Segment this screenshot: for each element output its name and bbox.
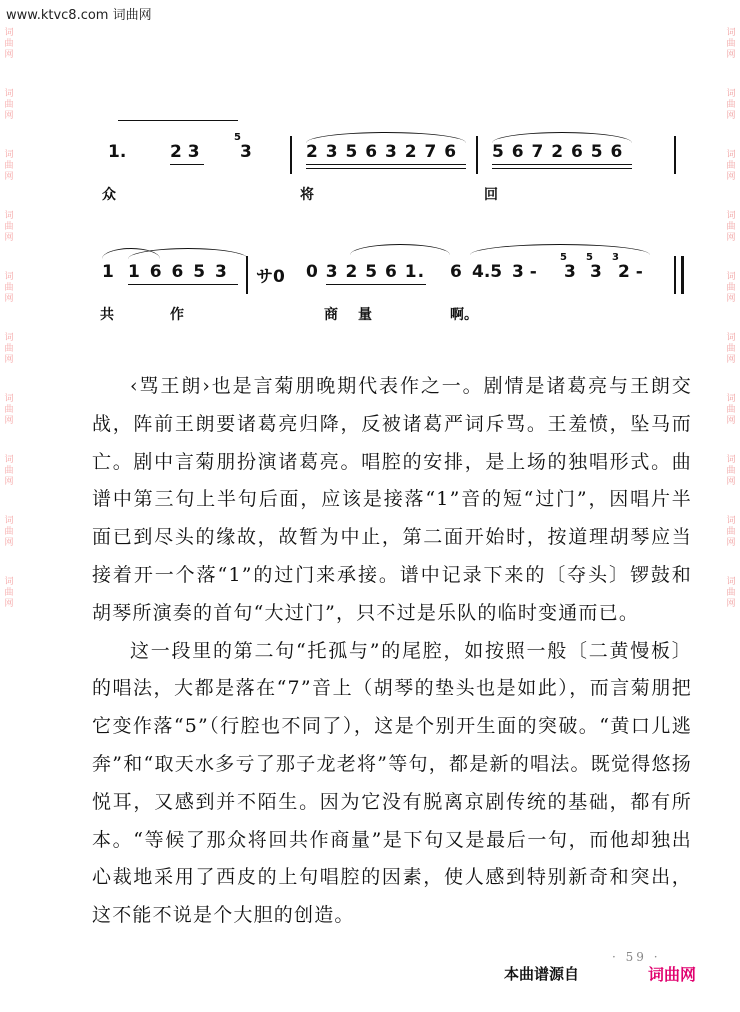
side-mark: 词 曲 网 — [726, 150, 736, 182]
note-group: 6 — [450, 262, 462, 282]
beam — [492, 168, 632, 169]
beam — [492, 164, 632, 165]
note-group: 1 6 6 5 3 — [128, 262, 229, 282]
note-group: 2 3 5 6 3 2 7 6 — [306, 142, 458, 162]
side-mark: 词 曲 网 — [726, 89, 736, 121]
lyric: 众 — [102, 187, 116, 203]
note-group: サ0 — [256, 267, 285, 287]
right-watermark-strip — [722, 0, 740, 1012]
note-group: 4.5 — [472, 262, 503, 282]
beam — [306, 164, 466, 165]
note-group: 3 — [240, 142, 252, 162]
side-mark: 词 曲 网 — [4, 272, 14, 304]
grace-note: 3 — [612, 252, 619, 263]
left-watermark-strip — [0, 0, 18, 1012]
note-group: 5 6 7 2 6 5 6 — [492, 142, 624, 162]
lyric: 回 — [484, 187, 498, 203]
beam — [128, 284, 238, 285]
side-mark: 词 曲 网 — [4, 333, 14, 365]
slur — [350, 244, 450, 255]
grace-note: 5 — [234, 132, 241, 143]
side-mark: 词 曲 网 — [726, 28, 736, 60]
beam — [326, 284, 426, 285]
side-mark: 词 曲 网 — [726, 577, 736, 609]
side-mark: 词 曲 网 — [726, 516, 736, 548]
note-group: 2 3 — [170, 142, 200, 162]
lyric: 商 — [324, 307, 338, 323]
bar-line — [290, 136, 292, 174]
side-mark: 词 曲 网 — [726, 211, 736, 243]
grace-note: 5 — [560, 252, 567, 263]
bar-line — [674, 136, 676, 174]
score-line-1 — [100, 132, 682, 212]
note-group: 1. — [108, 142, 127, 162]
side-mark: 词 曲 网 — [726, 333, 736, 365]
note-group: 3 — [590, 262, 602, 282]
final-bar-line — [674, 256, 684, 294]
side-mark: 词 曲 网 — [4, 28, 14, 60]
side-mark: 词 曲 网 — [726, 455, 736, 487]
side-mark: 词 曲 网 — [4, 516, 14, 548]
commentary-text — [92, 368, 692, 935]
side-mark: 词 曲 网 — [4, 455, 14, 487]
note-group: 0 3 2 5 6 1. — [306, 262, 426, 282]
side-mark: 词 曲 网 — [4, 89, 14, 121]
bar-line — [476, 136, 478, 174]
beam — [306, 168, 466, 169]
tie-line — [118, 120, 238, 121]
source-label: 本曲谱源自 — [504, 965, 580, 983]
side-mark: 词 曲 网 — [726, 394, 736, 426]
score-line-2 — [100, 252, 682, 332]
note-group: 2 - — [618, 262, 643, 282]
side-mark: 词 曲 网 — [4, 577, 14, 609]
brand-link[interactable]: 词曲网 — [648, 965, 697, 984]
note-group: 1 — [102, 262, 114, 282]
site-watermark: www.ktvc8.com 词曲网 — [6, 8, 152, 23]
side-mark: 词 曲 网 — [726, 272, 736, 304]
lyric: 将 — [300, 187, 314, 203]
note-group: 3 - — [512, 262, 537, 282]
grace-note: 5 — [586, 252, 593, 263]
lyric: 量 — [358, 307, 372, 323]
note-group: 3 — [564, 262, 576, 282]
paragraph: ‹骂王朗›也是言菊朋晚期代表作之一。剧情是诸葛亮与王朗交战，阵前王朗要诸葛亮归降，反被诸葛严词斥骂。王羞愤，坠马而亡。剧中言菊朋扮演诸葛亮。唱腔的安排，是上场的独唱形式。曲谱中第三句上半句后面，应该是接落“1”音的短“过门”，因唱片半面已到尽头的缘故，故暂为中止，第二面开始时，按道理胡琴应当接着开一个落“1”的过门来承接。谱中记录下来的〔夺头〕锣鼓和胡琴所演奏的首句“大过门”，只不过是乐队的临时变通而已。 — [92, 375, 692, 624]
side-mark: 词 曲 网 — [4, 211, 14, 243]
paragraph: 这一段里的第二句“托孤与”的尾腔，如按照一般〔二黄慢板〕的唱法，大都是落在“7”音上（胡琴的垫头也是如此），而言菊朋把它变作落“5”（行腔也不同了），这是个别开生面的突破。“黄口儿逃奔”和“取天水多亏了那子龙老将”等句，都是新的唱法。既觉得悠扬悦耳，又感到并不陌生。因为它没有脱离京剧传统的基础，都有所本。“等候了那众将回共作商量”是下句又是最后一句，而他却独出心裁地采用了西皮的上句唱腔的因素，使人感到特别新奇和突出，这不能不说是个大胆的创造。 — [92, 639, 692, 927]
side-mark: 词 曲 网 — [4, 394, 14, 426]
side-mark: 词 曲 网 — [4, 150, 14, 182]
beam — [170, 164, 204, 165]
lyric: 共 — [100, 307, 114, 323]
lyric: 啊。 — [450, 307, 478, 323]
bar-line — [246, 256, 248, 294]
lyric: 作 — [170, 307, 184, 323]
page-number: · 59 · — [612, 950, 661, 964]
